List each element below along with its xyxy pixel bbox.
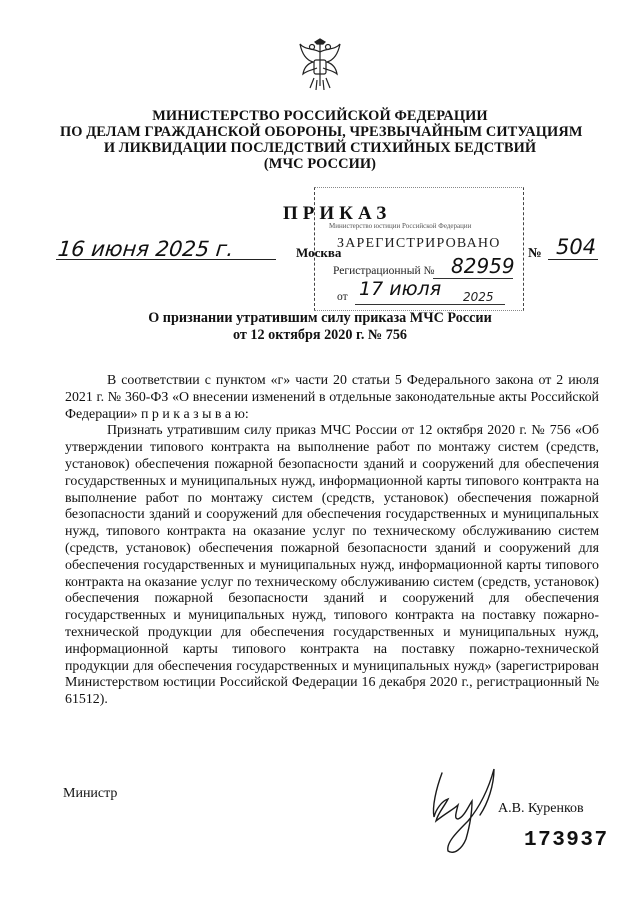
order-date: 16 июня 2025 г. [56,237,235,261]
stamp-header: Министерство юстиции Российской Федерации [329,222,472,230]
registry-number: 173937 [524,829,609,852]
signer-position: Министр [63,786,118,801]
date-underline [56,259,276,260]
body-paragraph: Признать утратившим силу приказ МЧС России от 12 октября 2020 г. № 756 «Об утверждении типового контракта на выполнение работ по монтажу систем (средств, установок) обеспечения пожарной безопасности зданий и сооружений для обеспечения государственных и муниципальных нужд, информационной карты типового контракта на выполнение работ по монтажу систем (средств, установок) обеспечения пожарной безопасности зданий и сооружений для обеспечения государственных и муниципальных нужд, типового контракта на оказание услуг по техническому обслуживанию систем (средств, установок) обеспечения пожарной безопасности зданий и сооружений для обеспечения государственных и муниципальных нужд, информационной карты типового контракта на оказание услуг по техническому обслуживанию систем (средств, установок) обеспечения пожарной безопасности зданий и сооружений для обеспечения государственных и муниципальных нужд, типового контракта на поставку пожарно-технической продукции для обеспечения государственных и муниципальных нужд, информационной карты типового контракта на поставку пожарно-технической продукции для обеспечения государственных и муниципальных нужд» (зарегистрирован Министерством юстиции Российской Федерации 16 декабря 2020 г., регистрационный № 61512). [65,423,599,708]
coat-of-arms-icon [297,38,343,92]
signer-name: А.В. Куренков [498,801,584,816]
signature-icon [408,755,508,865]
stamp-date-underline [355,304,505,305]
subject-line: О признании утратившим силу приказа МЧС России [148,310,492,326]
ministry-line: (МЧС РОССИИ) [263,156,377,172]
ministry-header [60,108,583,172]
stamp-date-label: от [337,291,348,303]
body-paragraph: В соответствии с пунктом «г» части 20 статьи 5 Федерального закона от 2 июля 2021 г. № 360-ФЗ «О внесении изменений в отдельные законодательные акты Российской Федерации» п р и к а з ы в а ю: [65,373,599,422]
ministry-line: ПО ДЕЛАМ ГРАЖДАНСКОЙ ОБОРОНЫ, ЧРЕЗВЫЧАЙНЫМ СИТУАЦИЯМ [60,124,583,140]
subject-line: от 12 октября 2020 г. № 756 [232,327,408,343]
order-subject [110,310,530,344]
ministry-line: И ЛИКВИДАЦИИ ПОСЛЕДСТВИЙ СТИХИЙНЫХ БЕДСТВИЙ [103,140,537,156]
order-body [65,373,599,709]
stamp-date-year: 2025 [463,290,494,304]
stamp-reg-label: Регистрационный № [333,265,435,277]
ministry-line: МИНИСТЕРСТВО РОССИЙСКОЙ ФЕДЕРАЦИИ [152,108,488,124]
stamp-date-value: 17 июля [359,278,442,300]
stamp-title: ЗАРЕГИСТРИРОВАНО [337,236,501,251]
order-number: 504 [556,235,597,259]
stamp-reg-number: 82959 [451,254,515,278]
order-number-label: № [528,245,542,260]
registration-stamp [314,187,524,311]
number-underline [548,259,598,260]
stamp-reg-underline [433,278,513,279]
city: Москва [296,245,342,260]
document-title: ПРИКАЗ [283,203,392,224]
